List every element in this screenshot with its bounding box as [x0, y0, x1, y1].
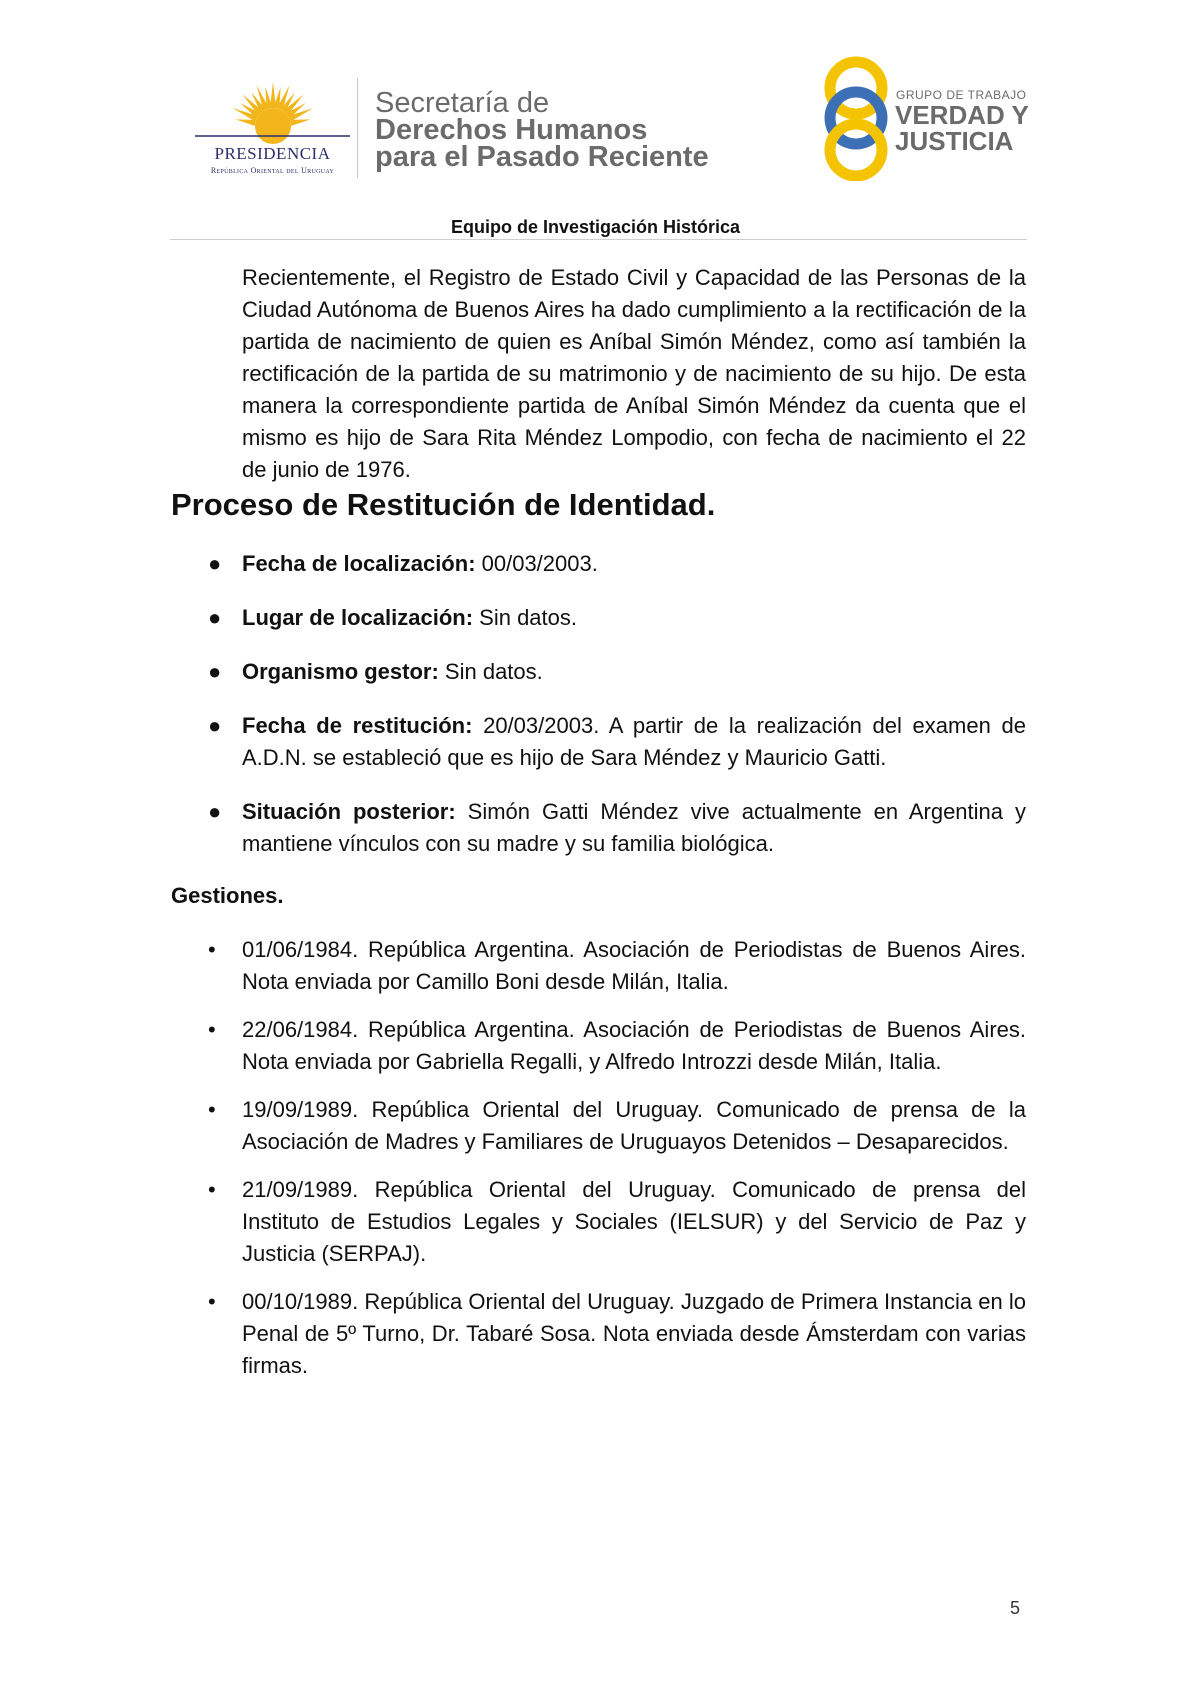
list-item [171, 1286, 1026, 1382]
list-item [171, 548, 1026, 580]
item-label: Lugar de localización: [242, 605, 474, 630]
gestiones-heading: Gestiones. [171, 883, 284, 908]
sun-emblem-icon [195, 78, 355, 148]
bullet-icon: ● [208, 551, 222, 576]
list-item [171, 1174, 1026, 1270]
section-heading: Proceso de Restitución de Identidad. [171, 487, 716, 522]
gestiones-list [171, 934, 1026, 1398]
gtvj-subtitle: GRUPO DE TRABAJO [896, 88, 1027, 102]
list-item [171, 710, 1026, 774]
bullet-icon: • [208, 1289, 216, 1314]
item-label: Organismo gestor: [242, 659, 439, 684]
item-text: 22/06/1984. República Argentina. Asociación de Periodistas de Buenos Aires. Nota enviada por Gabriella Regalli, y Alfredo Introzzi desde Milán, Italia. [242, 1017, 1026, 1074]
presidencia-subtitle: República Oriental del Uruguay [210, 166, 335, 175]
header-rule [170, 239, 1027, 240]
bullet-icon: • [208, 1097, 216, 1122]
item-label: Fecha de localización: [242, 551, 476, 576]
list-item [171, 1014, 1026, 1078]
secretaria-line-1: Secretaría de [375, 87, 550, 119]
list-item [171, 602, 1026, 634]
gtvj-line-1: VERDAD Y [895, 100, 1029, 130]
presidencia-wordmark: PRESIDENCIA [214, 144, 331, 163]
item-label: Situación posterior: [242, 799, 456, 824]
bullet-icon: • [208, 937, 216, 962]
secretaria-line-3: para el Pasado Reciente [375, 141, 709, 173]
gtvj-line-2: JUSTICIA [895, 126, 1014, 156]
bullet-icon: ● [208, 605, 222, 630]
item-text: 00/10/1989. República Oriental del Uruguay. Juzgado de Primera Instancia en lo Penal de 5º Turno, Dr. Tabaré Sosa. Nota enviada desde Ámsterdam con varias firmas. [242, 1289, 1026, 1378]
item-text: 21/09/1989. República Oriental del Uruguay. Comunicado de prensa del Instituto de Estudios Legales y Sociales (IELSUR) y del Servicio de Paz y Justicia (SERPAJ). [242, 1177, 1026, 1266]
item-label: Fecha de restitución: [242, 713, 473, 738]
restitution-list [171, 548, 1026, 882]
list-item [171, 934, 1026, 998]
list-item [171, 796, 1026, 860]
bullet-icon: • [208, 1177, 216, 1202]
list-item [171, 656, 1026, 688]
bullet-icon: ● [208, 713, 222, 738]
secretaria-title [375, 87, 709, 173]
item-text: Sin datos. [473, 605, 577, 630]
team-header: Equipo de Investigación Histórica [450, 217, 741, 237]
page-header [0, 0, 1191, 250]
secretaria-line-2: Derechos Humanos [375, 114, 648, 146]
bullet-icon: • [208, 1017, 216, 1042]
page-number: 5 [1010, 1598, 1021, 1618]
item-text: 00/03/2003. [475, 551, 598, 576]
item-text: 19/09/1989. República Oriental del Uruguay. Comunicado de prensa de la Asociación de Madres y Familiares de Uruguayos Detenidos – Desaparecidos. [242, 1097, 1026, 1154]
bullet-icon: ● [208, 799, 222, 824]
header-divider [357, 78, 358, 178]
item-text: 01/06/1984. República Argentina. Asociación de Periodistas de Buenos Aires. Nota enviada por Camillo Boni desde Milán, Italia. [242, 937, 1026, 994]
list-item [171, 1094, 1026, 1158]
bullet-icon: ● [208, 659, 222, 684]
intro-paragraph: Recientemente, el Registro de Estado Civil y Capacidad de las Personas de la Ciudad Autónoma de Buenos Aires ha dado cumplimiento a la rectificación de la partida de nacimiento de quien es Aníbal Simón Méndez, como así también la rectificación de la partida de su matrimonio y de nacimiento de su hijo. De esta manera la correspondiente partida de Aníbal Simón Méndez da cuenta que el mismo es hijo de Sara Rita Méndez Lompodio, con fecha de nacimiento el 22 de junio de 1976. [242, 265, 1026, 482]
presidencia-logo [195, 78, 355, 178]
item-text: 20/03/2003. A partir de la realización del examen de A.D.N. se estableció que es hijo de Sara Méndez y Mauricio Gatti. [242, 713, 1026, 770]
item-text: Simón Gatti Méndez vive actualmente en Argentina y mantiene vínculos con su madre y su familia biológica. [242, 799, 1026, 856]
gtvj-wordmark [895, 102, 1029, 154]
item-text: Sin datos. [438, 659, 543, 684]
